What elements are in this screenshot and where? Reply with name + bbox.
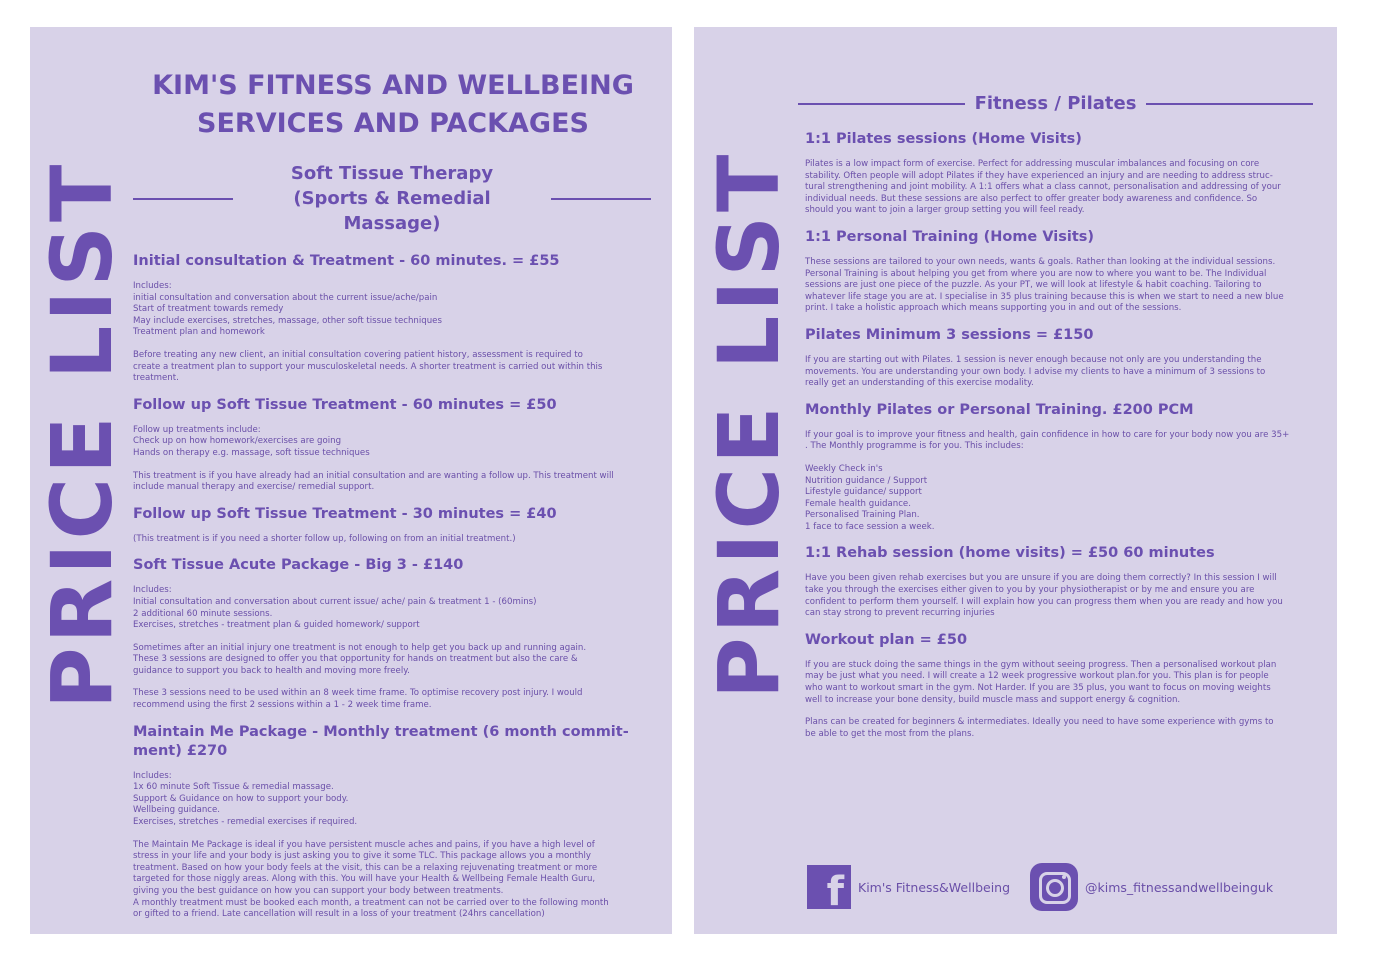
price-item-paragraph [805,573,1310,619]
paragraph-line: may be just what you need. I will create a 12 week progressive workout plan.for you. This plan is for people [805,671,1269,682]
paragraph-line: Plans can be created for beginners & intermediates. Ideally you need to have some experience with gyms to [805,717,1274,728]
paragraph-line: include manual therapy and exercise/ remedial support. [133,482,375,493]
left-content [133,67,653,932]
paragraph-line: should you want to join a larger group setting you will feel ready. [805,205,1085,216]
paragraph-line: stress in your life and your body is just asking you to give it some TLC. This package allows you a monthly [133,851,591,862]
paragraph-line: May include exercises, stretches, massage, other soft tissue techniques [133,315,442,326]
price-item-paragraph [805,430,1310,453]
paragraph-line: Check up on how homework/exercises are going [133,436,342,447]
price-item [805,228,1310,315]
right-content [805,91,1310,751]
page-title [133,67,653,143]
price-list-page-right [694,27,1337,934]
side-title: PRICE LIST [700,150,798,699]
price-item-paragraph [805,355,1310,390]
paragraph-line: sessions are just one piece of the puzzle. As your PT, we will look at lifestyle & habit coaching. Tailoring to [805,280,1262,291]
paragraph-line: Hands on therapy e.g. massage, soft tissue techniques [133,447,370,458]
right-item-list [805,130,1310,740]
price-item-title: Follow up Soft Tissue Treatment - 30 minutes = £40 [133,505,557,522]
price-item-paragraph [133,840,653,921]
price-item-paragraph [133,350,653,385]
instagram-icon [1030,863,1078,911]
paragraph-line: or gifted to a friend. Late cancellation will result in a loss of your treatment (24hrs cancellation) [133,909,545,920]
paragraph-line: Includes: [133,585,172,596]
section-title [243,161,541,236]
price-item-title: Pilates Minimum 3 sessions = £150 [805,326,1094,343]
paragraph-line: (This treatment is if you need a shorter follow up, following on from an initial treatment.) [133,533,516,544]
paragraph-line: Exercises, stretches - remedial exercises if required. [133,817,358,828]
paragraph-line: print. I take a holistic approach which means supporting you in and out of the sessions. [805,303,1182,314]
paragraph-line: 2 additional 60 minute sessions. [133,608,273,619]
paragraph-line: If you are starting out with Pilates. 1 session is never enough because not only are you understanding the [805,354,1262,365]
paragraph-line: Weekly Check in's [805,463,883,474]
paragraph-line: create a treatment plan to support your musculoskeletal needs. A shorter treatment is carried out within this [133,361,603,372]
paragraph-line: This treatment is if you have already had an initial consultation and are wanting a follow up. This treatment will [133,470,614,481]
instagram-link[interactable] [1030,863,1273,911]
paragraph-line: be able to get the most from the plans. [805,728,975,739]
side-title: PRICE LIST [33,160,131,709]
divider-rule [551,198,651,200]
paragraph-line: individual needs. But these sessions are also perfect to offer greater body awareness and confidence. So [805,193,1258,204]
paragraph-line: 1 face to face session a week. [805,521,935,532]
price-item-paragraph [133,534,653,546]
paragraph-line: take you through the exercises either given to you by your physiotherapist or by me and ensure you are [805,585,1255,596]
paragraph-line: can stay strong to prevent recurring injuries [805,608,995,619]
paragraph-line: Before treating any new client, an initial consultation covering patient history, assessment is required to [133,349,583,360]
price-item [805,544,1310,619]
divider-rule [1146,103,1313,105]
paragraph-line: targeted for those niggly areas. Along with this. You will have your Health & Wellbeing Female Health Guru, [133,874,596,885]
paragraph-line: Female health guidance. [805,498,911,509]
price-item [133,723,653,921]
price-item [805,631,1310,741]
paragraph-line: Pilates is a low impact form of exercise. Perfect for addressing muscular imbalances and focusing on core [805,159,1260,169]
section-heading [133,161,651,236]
left-item-list [133,252,653,921]
paragraph-line: guidance to support you back to health and moving more freely. [133,665,410,676]
paragraph-line: A monthly treatment must be booked each month, a treatment can not be carried over to the following month [133,897,609,908]
price-item-title: Monthly Pilates or Personal Training. £200 PCM [805,401,1194,418]
paragraph-line: recommend using the first 2 sessions within a 1 - 2 week time frame. [133,700,432,711]
price-item-title: Workout plan = £50 [805,631,968,648]
price-item-paragraph [805,717,1310,740]
price-item [805,130,1310,217]
facebook-label: Kim's Fitness&Wellbeing [858,879,1011,895]
paragraph-line: The Maintain Me Package is ideal if you have persistent muscle aches and pains, if you have a high level of [133,839,595,850]
price-item-paragraph [133,771,653,829]
paragraph-line: . The Monthly programme is for you. This includes: [805,441,1024,452]
paragraph-line: initial consultation and conversation about the current issue/ache/pain [133,292,438,303]
paragraph-line: treatment. Based on how your body feels at the visit, this can be a relaxing rejuvenating treatment or more [133,862,598,873]
paragraph-line: 1x 60 minute Soft Tissue & remedial massage. [133,782,334,793]
paragraph-line: Treatment plan and homework [133,327,265,338]
price-item-title: Follow up Soft Tissue Treatment - 60 minutes = £50 [133,396,557,413]
paragraph-line: Lifestyle guidance/ support [805,487,922,498]
paragraph-line: Nutrition guidance / Support [805,475,928,486]
paragraph-line: Initial consultation and conversation about current issue/ ache/ pain & treatment 1 - (60mins) [133,596,537,607]
price-item-paragraph [133,281,653,339]
paragraph-line: confident to perform them yourself. I will explain how you can progress them when you are ready and how you [805,596,1283,607]
paragraph-line: stability. Often people will adopt Pilates if they have experienced an injury and are needing to address struc- [805,170,1273,181]
paragraph-line: really get an understanding of this exercise modality. [805,378,1034,389]
paragraph-line: Sometimes after an initial injury one treatment is not enough to help get you back up and running again. [133,642,587,653]
paragraph-line: Exercises, stretches - treatment plan & guided homework/ support [133,620,420,631]
paragraph-line: treatment. [133,373,179,384]
facebook-icon: f [807,865,851,909]
facebook-link[interactable] [807,865,1011,915]
price-item-title: Soft Tissue Acute Package - Big 3 - £140 [133,557,464,574]
price-item [133,556,653,711]
paragraph-line: These sessions are tailored to your own needs, wants & goals. Rather than looking at the individual sessions. [805,256,1276,267]
paragraph-line: Includes: [133,770,172,781]
price-item-paragraph [133,688,653,711]
price-item-paragraph [805,159,1310,217]
title-line-2: SERVICES AND PACKAGES [197,108,589,139]
price-item-title: 1:1 Rehab session (home visits) = £50 60 minutes [805,545,1215,562]
price-item-title: 1:1 Personal Training (Home Visits) [805,228,1095,245]
instagram-label: @kims_fitnessandwellbeinguk [1085,879,1274,895]
paragraph-line: whatever life stage you are at. I specialise in 35 plus training because this is when we start to need a new blue [805,291,1284,302]
paragraph-line: giving you the best guidance on how you can support your body between treatments. [133,886,504,896]
paragraph-line: Support & Guidance on how to support your body. [133,793,349,804]
paragraph-line: movements. You are understanding your own body. I advise my clients to have a minimum of 3 sessions to [805,366,1266,377]
price-item-paragraph [133,425,653,460]
price-item [133,396,653,494]
paragraph-line: Start of treatment towards remedy [133,304,284,315]
paragraph-line: well to increase your bone density, build muscle mass and support energy & cognition. [805,694,1181,705]
price-item [133,505,653,546]
divider-rule [133,198,233,200]
section-title-line-2: (Sports & Remedial Massage) [293,188,491,234]
paragraph-line: tural strengthening and joint mobility. A 1:1 offers what a class cannot, personalisation and addressing of your [805,182,1281,193]
paragraph-line: Follow up treatments include: [133,424,261,435]
section-title: Fitness / Pilates [974,93,1137,114]
paragraph-line: Personalised Training Plan. [805,510,920,521]
price-item-paragraph [805,257,1310,315]
paragraph-line: These 3 sessions are designed to offer you that opportunity for hands on treatment but also the care & [133,654,578,665]
price-item [805,401,1310,534]
price-item-paragraph [133,471,653,494]
price-list-page-left [30,27,672,934]
paragraph-line: If your goal is to improve your fitness and health, gain confidence in how to care for your body now you are 35+ [805,429,1290,440]
section-heading [798,91,1313,116]
price-item-paragraph [805,464,1310,534]
paragraph-line: Includes: [133,281,172,291]
price-item [133,252,653,385]
paragraph-line: Wellbeing guidance. [133,805,221,816]
price-item-paragraph [133,643,653,678]
paragraph-line: Personal Training is about helping you get from where you are now to where you want to be. The Individual [805,268,1267,279]
section-title-line-1: Soft Tissue Therapy [290,163,494,184]
paragraph-line: If you are stuck doing the same things in the gym without seeing progress. Then a personalised workout plan [805,659,1277,670]
price-item-title: 1:1 Pilates sessions (Home Visits) [805,131,1082,147]
divider-rule [798,103,965,105]
title-line-1: KIM'S FITNESS AND WELLBEING [152,70,634,101]
price-item-paragraph [805,660,1310,706]
paragraph-line: These 3 sessions need to be used within an 8 week time frame. To optimise recovery post injury. I would [133,688,583,699]
paragraph-line: Have you been given rehab exercises but you are unsure if you are doing them correctly? In this session I will [805,573,1277,584]
price-item [805,326,1310,390]
paragraph-line: who want to workout smart in the gym. Not Harder. If you are 35 plus, you want to focus on moving weights [805,683,1271,694]
price-item-paragraph [133,585,653,631]
price-item-title: Initial consultation & Treatment - 60 minutes. = £55 [133,253,560,269]
price-item-title: Maintain Me Package - Monthly treatment (6 month commit-ment) £270 [133,723,629,759]
